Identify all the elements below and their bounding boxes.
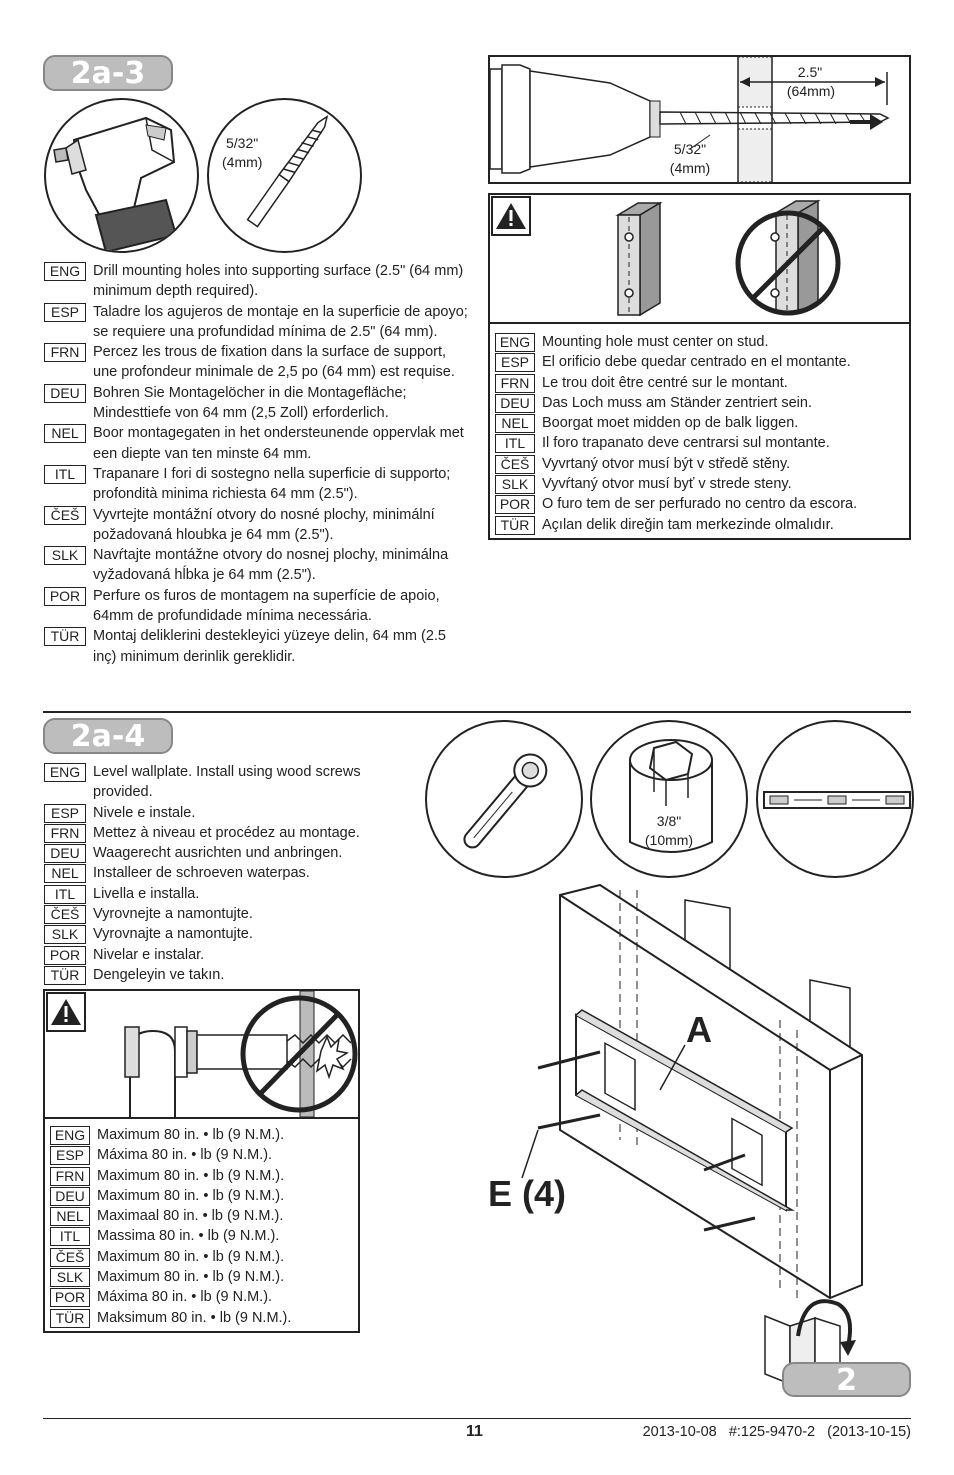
instruction-2a4-frn [44, 823, 414, 843]
torque-warning-deu [50, 1186, 358, 1206]
stud-warning-esp [495, 352, 911, 372]
drill-bit-illustration [207, 98, 362, 253]
language-code: ČEŠ [495, 455, 535, 474]
wallplate-illustration [500, 880, 880, 1310]
language-code: DEU [44, 844, 86, 863]
language-code: SLK [44, 925, 86, 944]
depth-label-mm: (64mm) [786, 83, 836, 99]
language-code: DEU [50, 1187, 90, 1206]
instruction-2a3-tür [44, 626, 472, 667]
language-code: ENG [44, 763, 86, 782]
wallplate-install-diagram [500, 880, 880, 1310]
socket-illustration [590, 720, 748, 878]
language-code: ENG [495, 333, 535, 352]
language-code: TÜR [44, 627, 86, 646]
language-code: ESP [50, 1146, 90, 1165]
instruction-text: O furo tem de ser perfurado no centro da escora. [542, 496, 858, 513]
instruction-text: Maximum 80 in. • lb (9 N.M.). [97, 1269, 285, 1286]
stud-warning-tür [495, 515, 911, 535]
language-code: SLK [495, 475, 535, 494]
socket-size-mm: (10mm) [644, 832, 694, 848]
depth-label-inch: 2.5" [797, 64, 823, 80]
instruction-2a3-nel [44, 423, 472, 464]
instruction-text: Boorgat moet midden op de balk liggen. [542, 415, 799, 432]
language-code: DEU [44, 384, 86, 403]
language-code: ČEŠ [44, 905, 86, 924]
instruction-text: Vyrovnajte a namontujte. [93, 926, 253, 943]
torque-warning-tür [50, 1308, 358, 1328]
step-badge-2a-4: 2a-4 [43, 718, 173, 754]
instruction-text: Maksimum 80 in. • lb (9 N.M.). [97, 1309, 292, 1326]
torque-warning-češ [50, 1247, 358, 1267]
torque-warning-nel [50, 1206, 358, 1226]
instruction-text: Perfure os furos de montagem na superfície de apoio, 64mm de profundidade mínima necessária. [93, 587, 440, 625]
language-code: ITL [50, 1227, 90, 1246]
socket-size-inch: 3/8" [656, 813, 682, 829]
bit-size-inch: 5/32" [226, 135, 259, 151]
instruction-2a3-češ [44, 505, 472, 546]
instruction-text: Percez les trous de fixation dans la surface de support, une profondeur minimale de 2,5 po (64 mm) est requise. [93, 344, 455, 381]
instruction-2a3-esp [44, 302, 472, 343]
instructions-2a-4 [44, 762, 414, 985]
instruction-text: Trapanare I fori di sostegno nella superficie di supporto; profondità minima richiesta 64 mm (2.5"). [93, 465, 451, 503]
instruction-text: Máxima 80 in. • lb (9 N.M.). [97, 1147, 273, 1164]
next-page-badge: 2 [782, 1362, 911, 1397]
language-code: SLK [50, 1268, 90, 1287]
instruction-text: Das Loch muss am Ständer zentriert sein. [542, 394, 812, 411]
language-code: NEL [495, 414, 535, 433]
torque-warning-slk [50, 1267, 358, 1287]
instruction-2a4-eng [44, 762, 414, 803]
instruction-text: Le trou doit être centré sur le montant. [542, 374, 788, 391]
document-info: 2013-10-08 #:125-9470-2 (2013-10-15) [642, 1424, 911, 1440]
instruction-text: Montaj deliklerini destekleyici yüzeye delin, 64 mm (2.5 inç) minimum derinlik gereklidir. [93, 628, 446, 665]
language-code: POR [44, 946, 86, 965]
instruction-text: Livella e installa. [93, 885, 200, 902]
instruction-text: Maximum 80 in. • lb (9 N.M.). [97, 1127, 285, 1143]
stud-incorrect-icon [738, 201, 838, 313]
stud-warning-eng [495, 332, 911, 352]
stud-warning-nel [495, 413, 911, 433]
language-code: ENG [50, 1126, 90, 1145]
callout-a: A [686, 1009, 712, 1050]
instruction-2a4-češ [44, 904, 414, 924]
callout-e: E (4) [488, 1173, 567, 1214]
stud-warning-slk [495, 474, 911, 494]
language-code: FRN [50, 1167, 90, 1186]
instruction-text: Maximaal 80 in. • lb (9 N.M.). [97, 1208, 284, 1225]
instruction-text: Boor montagegaten in het ondersteunende oppervlak met een diepte van ten minste 64 mm. [93, 425, 464, 462]
instruction-2a3-por [44, 586, 472, 627]
torque-warning-esp [50, 1145, 358, 1165]
instruction-text: Massima 80 in. • lb (9 N.M.). [97, 1228, 280, 1245]
step-badge-2a-3: 2a-3 [43, 55, 173, 91]
language-code: TÜR [495, 516, 535, 535]
instruction-text: Maximum 80 in. • lb (9 N.M.). [97, 1187, 285, 1204]
stud-warning-deu [495, 393, 911, 413]
language-code: ČEŠ [50, 1248, 90, 1267]
section-divider [43, 711, 911, 713]
language-code: NEL [44, 424, 86, 443]
language-code: SLK [44, 546, 86, 565]
language-code: ESP [44, 303, 86, 322]
torque-warning-frn [50, 1166, 358, 1186]
page-number: 11 [466, 1423, 483, 1440]
language-code: ENG [44, 262, 86, 281]
language-code: TÜR [50, 1309, 90, 1328]
instruction-text: Nivele e instale. [93, 804, 196, 821]
drill-bit-label-inch: 5/32" [673, 141, 707, 157]
instruction-2a4-slk [44, 924, 414, 944]
instruction-text: Dengeleyin ve takın. [93, 966, 225, 983]
instruction-text: Maximum 80 in. • lb (9 N.M.). [97, 1167, 285, 1184]
instruction-2a4-deu [44, 843, 414, 863]
level-illustration [756, 720, 914, 878]
torque-warning-illustration [45, 991, 358, 1119]
level-icon [758, 722, 914, 878]
torque-wrench-icon [125, 1027, 287, 1117]
instruction-2a4-itl [44, 884, 414, 904]
language-code: TÜR [44, 966, 86, 985]
stud-warning-box [488, 193, 911, 540]
language-code: DEU [495, 394, 535, 413]
warning-icon [492, 197, 530, 235]
language-code: FRN [495, 374, 535, 393]
instruction-2a3-eng [44, 261, 472, 302]
drill-bit-icon [209, 100, 362, 253]
instruction-2a3-itl [44, 464, 472, 505]
stud-warning-frn [495, 373, 911, 393]
language-code: ITL [44, 465, 86, 484]
instructions-2a-3 [44, 261, 472, 667]
language-code: POR [495, 495, 535, 514]
torque-warning-eng [50, 1125, 358, 1145]
language-code: POR [50, 1288, 90, 1307]
instruction-text: Vyvŕtaný otvor musí byť v strede steny. [542, 476, 792, 493]
stud-warning-texts [495, 332, 911, 535]
instruction-text: El orificio debe quedar centrado en el montante. [542, 354, 851, 371]
instruction-text: Waagerecht ausrichten und anbringen. [93, 845, 343, 862]
instruction-2a3-slk [44, 545, 472, 586]
language-code: ESP [44, 804, 86, 823]
instruction-2a4-esp [44, 803, 414, 823]
bit-size-mm: (4mm) [222, 154, 263, 170]
instruction-text: Maximum 80 in. • lb (9 N.M.). [97, 1248, 285, 1265]
instruction-text: Installeer de schroeven waterpas. [93, 865, 310, 882]
language-code: ESP [495, 353, 535, 372]
stud-warning-por [495, 494, 911, 514]
instruction-text: Level wallplate. Install using wood screws provided. [93, 764, 361, 801]
instruction-text: Nivelar e instalar. [93, 946, 205, 963]
drill-bit-label-mm: (4mm) [669, 160, 711, 176]
instruction-text: Mounting hole must center on stud. [542, 334, 769, 350]
language-code: POR [44, 587, 86, 606]
instruction-text: Máxima 80 in. • lb (9 N.M.). [97, 1289, 273, 1306]
torque-warning-texts [50, 1125, 358, 1328]
instruction-2a3-frn [44, 342, 472, 383]
instruction-2a4-por [44, 945, 414, 965]
instruction-text: Bohren Sie Montagelöcher in die Montagefläche; Mindesttiefe von 64 mm (2,5 Zoll) erforderlich. [93, 384, 407, 422]
language-code: FRN [44, 343, 86, 362]
stud-warning-itl [495, 433, 911, 453]
instruction-text: Vyrovnejte a namontujte. [93, 906, 253, 923]
instruction-2a4-nel [44, 863, 414, 883]
instruction-text: Taladre los agujeros de montaje en la superficie de apoyo; se requiere una profundidad mínima de 2.5" (64 mm). [93, 303, 468, 340]
stud-warning-češ [495, 454, 911, 474]
torque-warning-itl [50, 1226, 358, 1246]
warning-icon [47, 993, 85, 1031]
instruction-text: Il foro trapanato deve centrarsi sul montante. [542, 435, 830, 452]
stud-warning-illustration [490, 195, 909, 324]
instruction-text: Navŕtajte montážne otvory do nosnej plochy, minimálna vyžadovaná hĺbka je 64 mm (2.5"). [93, 547, 449, 584]
drill-icon [46, 100, 199, 253]
instruction-text: Vyvrtaný otvor musí být v středě stěny. [542, 455, 791, 472]
stud-correct-icon [618, 203, 660, 315]
drill-illustration [44, 98, 199, 253]
ratchet-illustration [425, 720, 583, 878]
language-code: ITL [495, 434, 535, 453]
instruction-text: Açılan delik direğin tam merkezinde olmalıdır. [542, 516, 834, 533]
torque-warning-por [50, 1287, 358, 1307]
torque-warning-box [43, 989, 360, 1333]
language-code: NEL [44, 864, 86, 883]
instruction-text: Vyvrtejte montážní otvory do nosné plochy, minimální požadovaná hloubka je 64 mm (2.5"). [93, 506, 435, 543]
language-code: FRN [44, 824, 86, 843]
footer-rule [43, 1418, 911, 1419]
instruction-2a3-deu [44, 383, 472, 424]
language-code: NEL [50, 1207, 90, 1226]
instruction-2a4-tür [44, 965, 414, 985]
language-code: ITL [44, 885, 86, 904]
instruction-text: Mettez à niveau et procédez au montage. [93, 824, 360, 841]
socket-icon [592, 722, 748, 878]
language-code: ČEŠ [44, 506, 86, 525]
ratchet-icon [427, 722, 583, 878]
instruction-text: Drill mounting holes into supporting surface (2.5" (64 mm) minimum depth required). [93, 263, 464, 300]
